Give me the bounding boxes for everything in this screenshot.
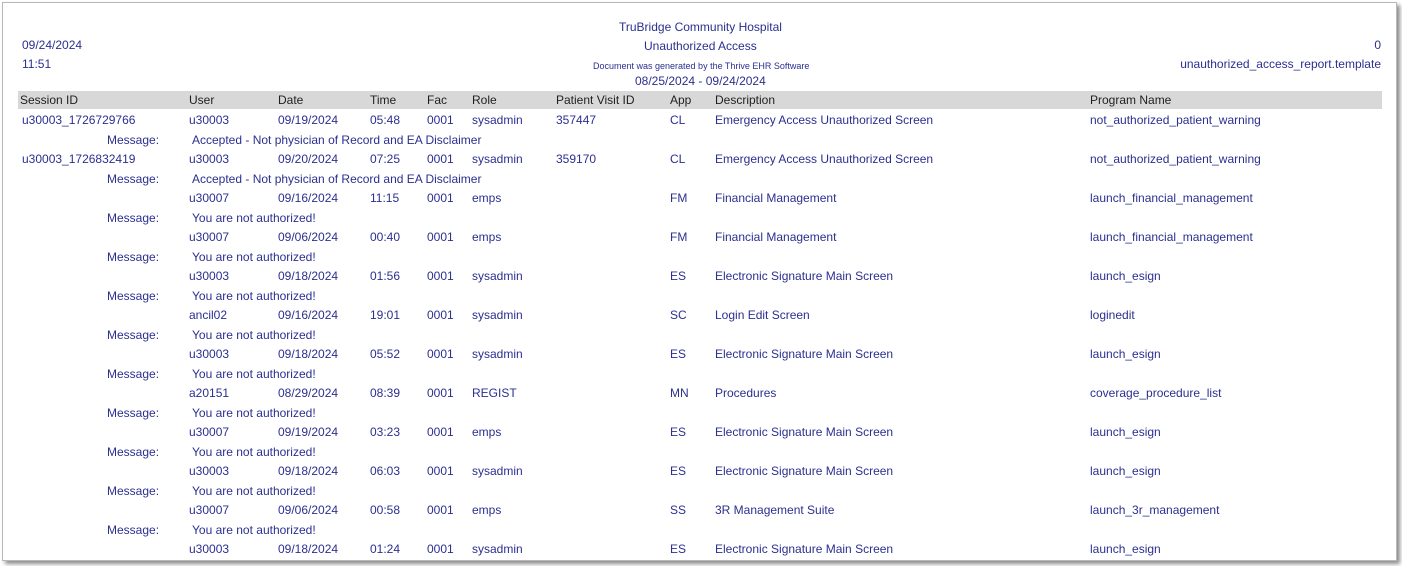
cell-description: Electronic Signature Main Screen — [715, 464, 894, 478]
cell-user: u30003 — [189, 113, 230, 127]
report-page — [2, 2, 1397, 561]
message-row — [3, 250, 1396, 264]
cell-app: ES — [670, 425, 687, 439]
cell-date: 09/06/2024 — [278, 230, 339, 244]
message-label: Message: — [107, 132, 160, 147]
record-row — [3, 308, 1396, 322]
cell-time: 05:48 — [370, 113, 401, 127]
cell-app: MN — [670, 386, 689, 400]
message-label: Message: — [107, 171, 160, 186]
cell-app: ES — [670, 542, 687, 556]
cell-date: 09/16/2024 — [278, 191, 339, 205]
cell-date: 09/18/2024 — [278, 464, 339, 478]
record-row — [3, 542, 1396, 556]
col-program-name: Program Name — [1090, 93, 1172, 107]
cell-app: ES — [670, 464, 687, 478]
cell-user: u30003 — [189, 347, 230, 361]
cell-fac: 0001 — [427, 503, 454, 517]
cell-program-name: loginedit — [1090, 308, 1135, 322]
cell-user: u30007 — [189, 191, 230, 205]
cell-program-name: coverage_procedure_list — [1090, 386, 1222, 400]
cell-fac: 0001 — [427, 269, 454, 283]
cell-time: 01:24 — [370, 542, 401, 556]
cell-date: 09/16/2024 — [278, 308, 339, 322]
cell-description: Electronic Signature Main Screen — [715, 425, 894, 439]
cell-program-name: not_authorized_patient_warning — [1090, 113, 1261, 127]
message-row — [3, 406, 1396, 420]
cell-program-name: launch_esign — [1090, 464, 1161, 478]
cell-fac: 0001 — [427, 386, 454, 400]
cell-user: u30007 — [189, 230, 230, 244]
cell-date: 09/18/2024 — [278, 542, 339, 556]
cell-program-name: launch_financial_management — [1090, 191, 1253, 205]
message-row — [3, 133, 1396, 147]
cell-program-name: launch_financial_management — [1090, 230, 1253, 244]
cell-fac: 0001 — [427, 425, 454, 439]
cell-role: sysadmin — [472, 113, 523, 127]
cell-time: 05:52 — [370, 347, 401, 361]
cell-user: a20151 — [189, 386, 230, 400]
message-text: You are not authorized! — [192, 405, 316, 420]
cell-time: 00:58 — [370, 503, 401, 517]
cell-fac: 0001 — [427, 152, 454, 166]
cell-session-id: u30003_1726729766 — [22, 113, 136, 127]
cell-description: Electronic Signature Main Screen — [715, 347, 894, 361]
generated-note: Document was generated by the Thrive EHR Software — [593, 61, 810, 71]
cell-description: Financial Management — [715, 230, 837, 244]
cell-description: 3R Management Suite — [715, 503, 835, 517]
cell-description: Emergency Access Unauthorized Screen — [715, 152, 934, 166]
cell-program-name: not_authorized_patient_warning — [1090, 152, 1261, 166]
record-row — [3, 113, 1396, 127]
cell-role: emps — [472, 230, 502, 244]
record-row — [3, 464, 1396, 478]
col-fac: Fac — [427, 93, 448, 107]
message-row — [3, 523, 1396, 537]
record-row — [3, 386, 1396, 400]
record-row — [3, 503, 1396, 517]
cell-time: 11:15 — [370, 191, 400, 205]
message-row — [3, 367, 1396, 381]
cell-description: Login Edit Screen — [715, 308, 810, 322]
col-user: User — [189, 93, 215, 107]
cell-role: sysadmin — [472, 464, 523, 478]
cell-date: 09/20/2024 — [278, 152, 339, 166]
cell-role: emps — [472, 191, 502, 205]
message-text: You are not authorized! — [192, 522, 316, 537]
message-text: Accepted - Not physician of Record and EA Disclaimer — [192, 132, 482, 147]
cell-role: sysadmin — [472, 542, 523, 556]
cell-fac: 0001 — [427, 308, 454, 322]
cell-time: 06:03 — [370, 464, 401, 478]
cell-program-name: launch_esign — [1090, 542, 1161, 556]
cell-role: sysadmin — [472, 347, 523, 361]
cell-user: u30003 — [189, 269, 230, 283]
hospital-name: TruBridge Community Hospital — [619, 20, 782, 34]
print-date: 09/24/2024 — [22, 38, 83, 52]
message-label: Message: — [107, 327, 160, 342]
record-row — [3, 269, 1396, 283]
cell-app: SS — [670, 503, 687, 517]
cell-role: emps — [472, 425, 502, 439]
cell-patient-visit-id: 359170 — [556, 152, 597, 166]
cell-role: sysadmin — [472, 308, 523, 322]
cell-description: Financial Management — [715, 191, 837, 205]
message-row — [3, 211, 1396, 225]
cell-description: Electronic Signature Main Screen — [715, 542, 894, 556]
col-app: App — [670, 93, 692, 107]
cell-date: 09/18/2024 — [278, 269, 339, 283]
cell-user: u30003 — [189, 152, 230, 166]
message-row — [3, 289, 1396, 303]
message-label: Message: — [107, 249, 160, 264]
cell-program-name: launch_esign — [1090, 269, 1161, 283]
cell-description: Emergency Access Unauthorized Screen — [715, 113, 934, 127]
cell-user: ancil02 — [189, 308, 228, 322]
message-label: Message: — [107, 288, 160, 303]
template-name: unauthorized_access_report.template — [1180, 57, 1381, 71]
cell-description: Electronic Signature Main Screen — [715, 269, 894, 283]
cell-role: REGIST — [472, 386, 517, 400]
cell-program-name: launch_3r_management — [1090, 503, 1220, 517]
col-role: Role — [472, 93, 497, 107]
cell-date: 09/19/2024 — [278, 113, 339, 127]
cell-date: 09/18/2024 — [278, 347, 339, 361]
cell-fac: 0001 — [427, 230, 454, 244]
date-range: 08/25/2024 - 09/24/2024 — [635, 74, 766, 88]
cell-app: FM — [670, 191, 688, 205]
message-text: You are not authorized! — [192, 327, 316, 342]
message-text: You are not authorized! — [192, 210, 316, 225]
cell-program-name: launch_esign — [1090, 425, 1161, 439]
cell-user: u30003 — [189, 542, 230, 556]
record-row — [3, 191, 1396, 205]
record-row — [3, 425, 1396, 439]
cell-time: 00:40 — [370, 230, 401, 244]
cell-session-id: u30003_1726832419 — [22, 152, 136, 166]
cell-app: ES — [670, 347, 687, 361]
cell-user: u30007 — [189, 425, 230, 439]
message-row — [3, 484, 1396, 498]
cell-user: u30007 — [189, 503, 230, 517]
message-text: You are not authorized! — [192, 483, 316, 498]
cell-fac: 0001 — [427, 113, 454, 127]
col-patient-visit-id: Patient Visit ID — [556, 93, 635, 107]
message-text: You are not authorized! — [192, 366, 316, 381]
cell-app: CL — [670, 152, 686, 166]
report-title: Unauthorized Access — [644, 39, 757, 53]
cell-time: 19:01 — [370, 308, 401, 322]
cell-patient-visit-id: 357447 — [556, 113, 597, 127]
record-row — [3, 230, 1396, 244]
message-text: You are not authorized! — [192, 288, 316, 303]
record-row — [3, 347, 1396, 361]
cell-time: 08:39 — [370, 386, 401, 400]
cell-date: 09/06/2024 — [278, 503, 339, 517]
cell-time: 07:25 — [370, 152, 401, 166]
cell-description: Procedures — [715, 386, 777, 400]
message-label: Message: — [107, 483, 160, 498]
col-date: Date — [278, 93, 304, 107]
cell-app: ES — [670, 269, 687, 283]
message-label: Message: — [107, 522, 160, 537]
cell-role: emps — [472, 503, 502, 517]
message-row — [3, 328, 1396, 342]
message-label: Message: — [107, 366, 160, 381]
cell-fac: 0001 — [427, 542, 454, 556]
cell-time: 03:23 — [370, 425, 401, 439]
message-label: Message: — [107, 210, 160, 225]
record-row — [3, 152, 1396, 166]
cell-program-name: launch_esign — [1090, 347, 1161, 361]
message-text: Accepted - Not physician of Record and EA Disclaimer — [192, 171, 482, 186]
cell-fac: 0001 — [427, 191, 454, 205]
column-header-bar — [18, 91, 1382, 109]
message-text: You are not authorized! — [192, 444, 316, 459]
print-time: 11:51 — [22, 57, 52, 71]
page-number: 0 — [1374, 38, 1381, 52]
col-description: Description — [715, 93, 776, 107]
cell-user: u30003 — [189, 464, 230, 478]
cell-app: SC — [670, 308, 687, 322]
cell-date: 09/19/2024 — [278, 425, 339, 439]
col-time: Time — [370, 93, 397, 107]
cell-app: CL — [670, 113, 686, 127]
cell-fac: 0001 — [427, 464, 454, 478]
cell-date: 08/29/2024 — [278, 386, 339, 400]
col-session-id: Session ID — [20, 93, 79, 107]
cell-app: FM — [670, 230, 688, 244]
cell-time: 01:56 — [370, 269, 401, 283]
cell-fac: 0001 — [427, 347, 454, 361]
message-label: Message: — [107, 444, 160, 459]
message-text: You are not authorized! — [192, 249, 316, 264]
message-label: Message: — [107, 405, 160, 420]
cell-role: sysadmin — [472, 269, 523, 283]
message-row — [3, 445, 1396, 459]
message-row — [3, 172, 1396, 186]
cell-role: sysadmin — [472, 152, 523, 166]
